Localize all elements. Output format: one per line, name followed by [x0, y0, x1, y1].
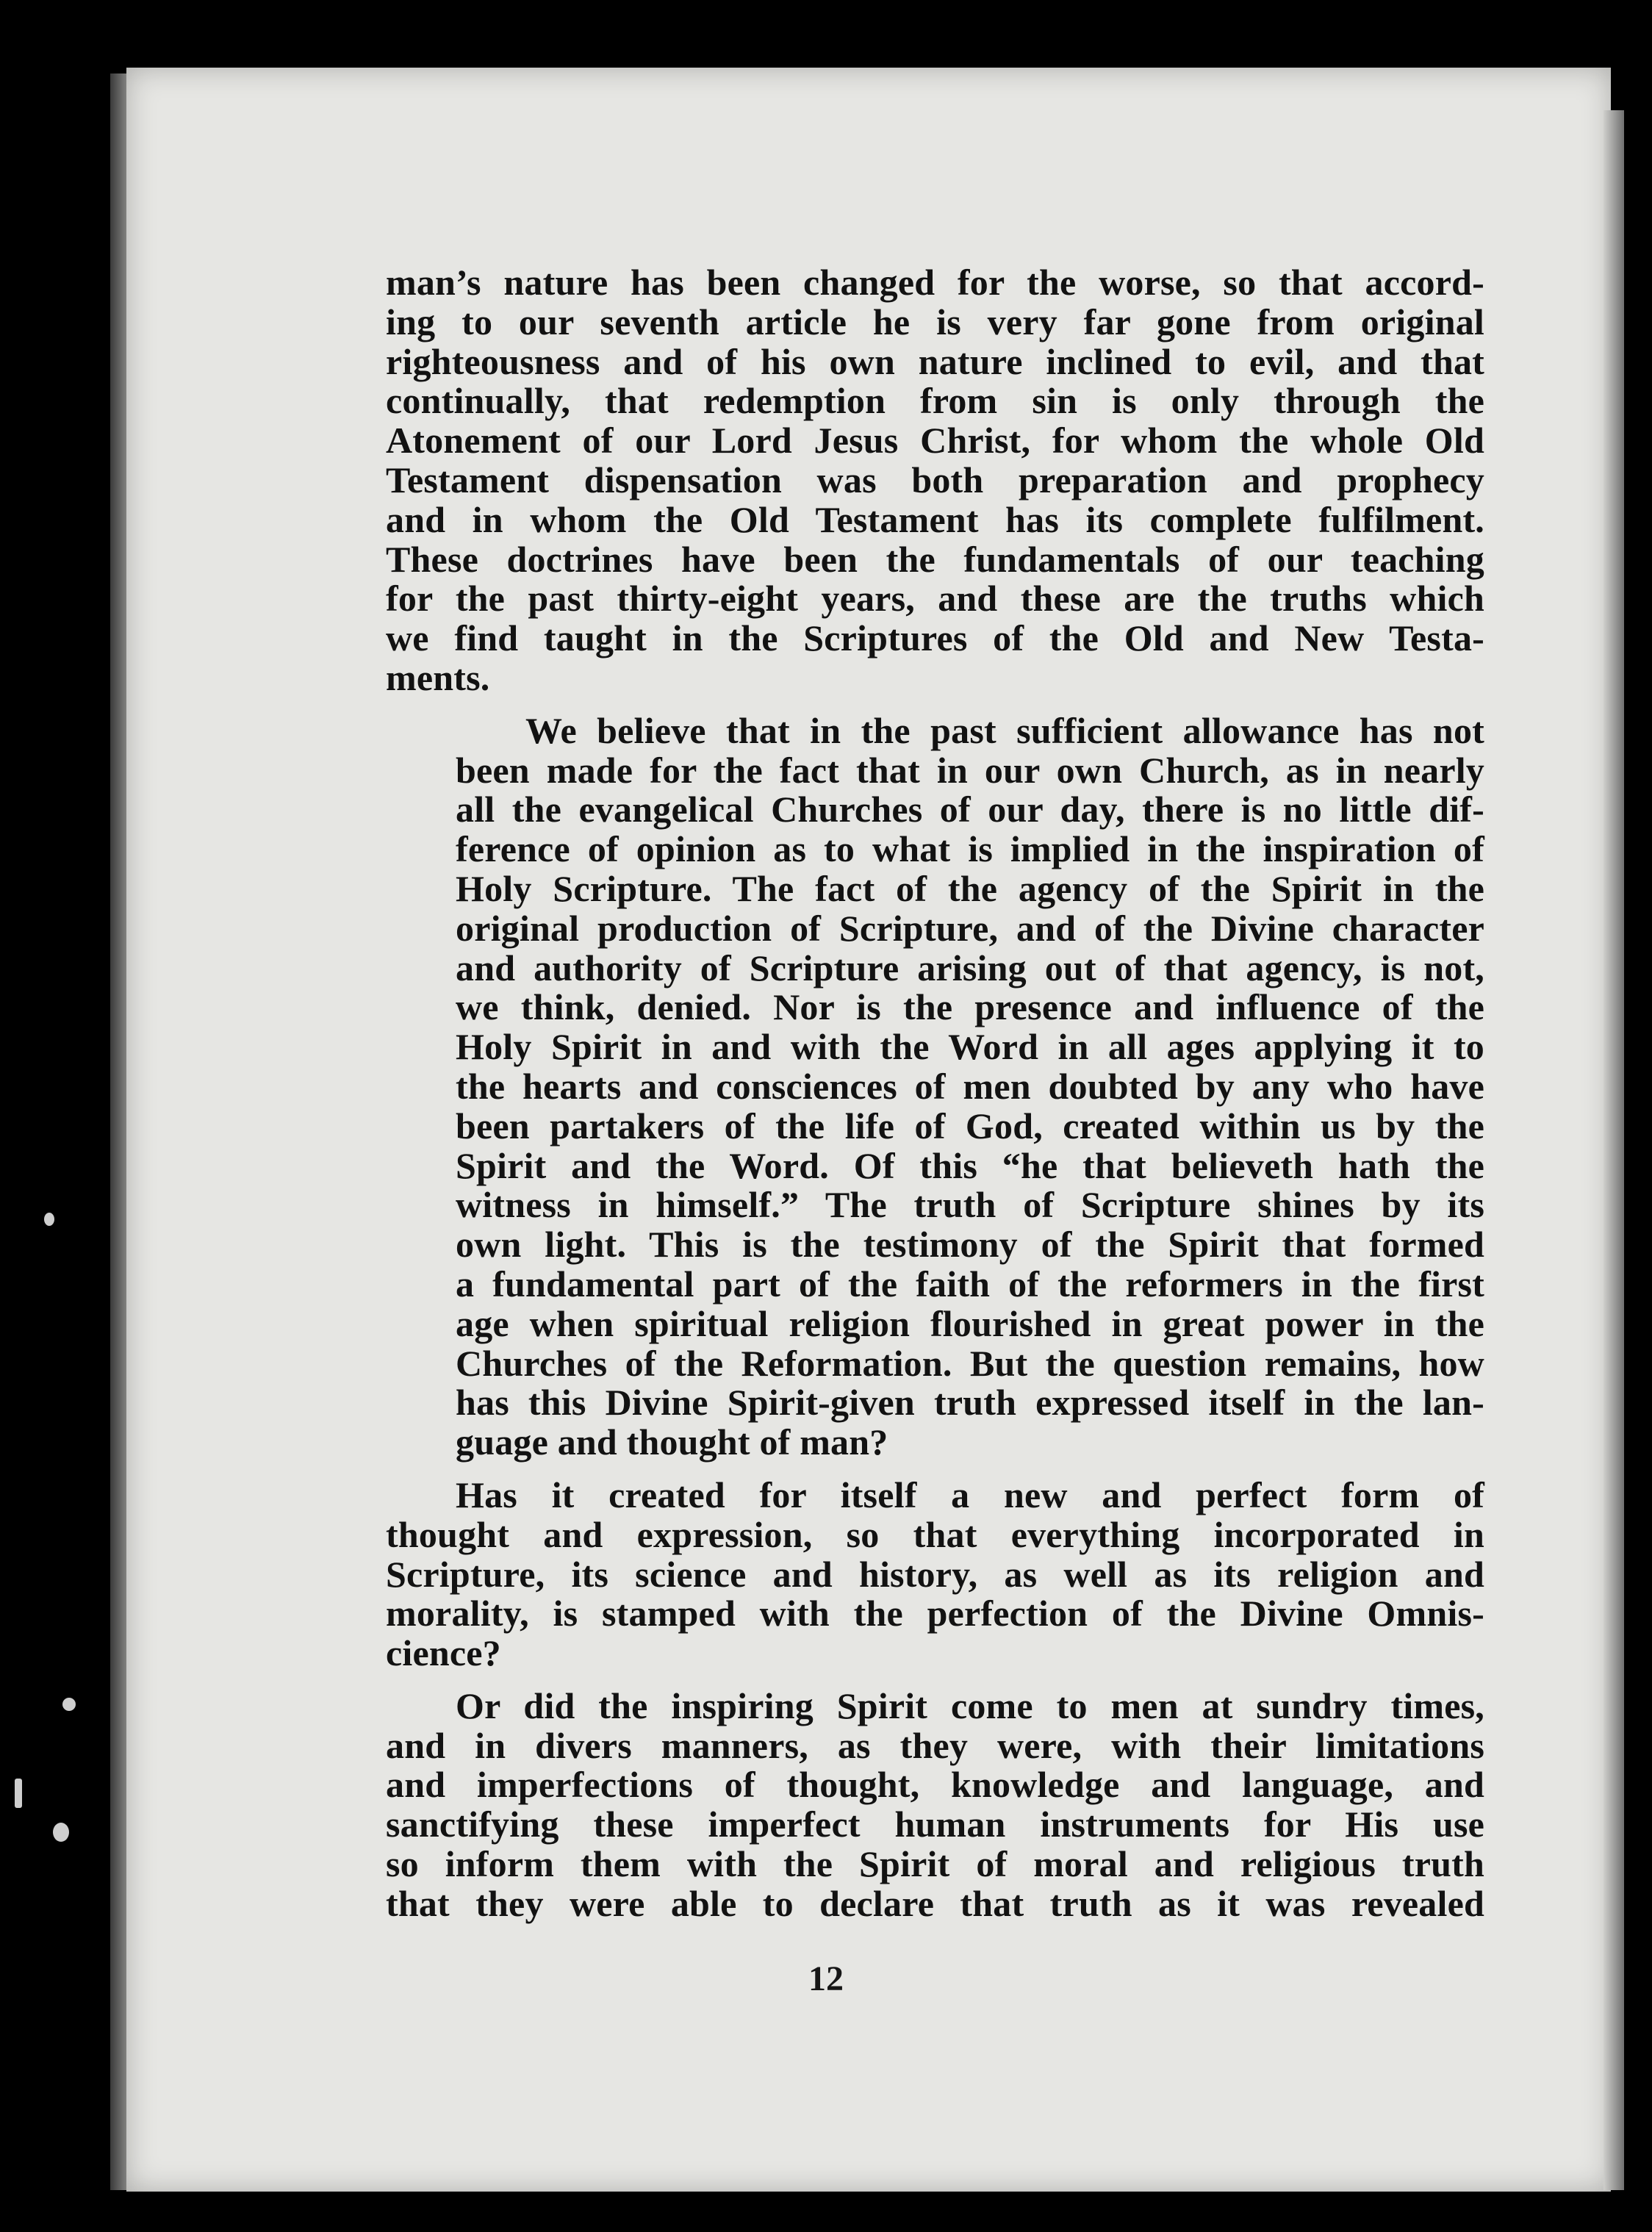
scan-speck — [62, 1698, 76, 1711]
scan-speck — [15, 1779, 22, 1808]
text-line: and in divers manners, as they were, with their limitations — [386, 1724, 1484, 1766]
text-line: we think, denied. Nor is the presence and influence of the — [456, 986, 1484, 1028]
text-line: and imperfections of thought, knowledge and language, and — [386, 1764, 1484, 1806]
text-line: Spirit and the Word. Of this “he that believeth hath the — [456, 1144, 1484, 1186]
text-line: morality, is stamped with the perfection of the Divine Omnis- — [386, 1593, 1484, 1634]
scan-speck — [44, 1213, 54, 1226]
text-line: we find taught in the Scriptures of the Old and New Testa- — [386, 617, 1484, 659]
text-line: Atonement of our Lord Jesus Christ, for whom the whole Old — [386, 420, 1484, 462]
text-line: ing to our seventh article he is very far gone from original — [386, 301, 1484, 342]
text-line: the hearts and consciences of men doubted by any who have — [456, 1065, 1484, 1107]
text-line: cience? — [386, 1632, 501, 1674]
text-line: Holy Scripture. The fact of the agency of the Spirit in the — [456, 867, 1484, 909]
text-line: for the past thirty-eight years, and these are the truths which — [386, 578, 1484, 620]
page-number: 12 — [808, 1959, 844, 1998]
text-line: Testament dispensation was both preparation and prophecy — [386, 459, 1484, 500]
text-line: been made for the fact that in our own Church, as in nearly — [456, 749, 1484, 791]
text-line: We believe that in the past sufficient allowance has not — [525, 709, 1484, 751]
body-text — [386, 263, 1484, 1924]
text-line: that they were able to declare that truth as it was revealed — [386, 1882, 1484, 1924]
text-line: Or did the inspiring Spirit come to men at sundry times, — [456, 1684, 1484, 1726]
text-line: Has it created for itself a new and perfect form of — [456, 1474, 1484, 1515]
paragraph-3 — [386, 1476, 1484, 1673]
text-line: has this Divine Spirit-given truth expressed itself in the lan- — [456, 1382, 1484, 1424]
text-line: own light. This is the testimony of the Spirit that formed — [456, 1224, 1484, 1266]
text-line: These doctrines have been the fundamentals of our teaching — [386, 538, 1484, 580]
text-line: ments. — [386, 656, 490, 698]
text-line: Scripture, its science and history, as well as its religion and — [386, 1553, 1484, 1595]
text-line: so inform them with the Spirit of moral and religious truth — [386, 1843, 1484, 1885]
text-line: original production of Scripture, and of the Divine character — [456, 907, 1484, 949]
scan-speck — [53, 1823, 69, 1842]
text-line: witness in himself.” The truth of Scripture shines by its — [456, 1184, 1484, 1226]
text-line: Holy Spirit in and with the Word in all ages applying it to — [456, 1026, 1484, 1068]
text-line: been partakers of the life of God, created within us by the — [456, 1105, 1484, 1146]
text-line: all the evangelical Churches of our day, there is no little dif- — [456, 789, 1484, 830]
text-line: ference of opinion as to what is implied in the inspiration of — [456, 828, 1484, 870]
text-line: and in whom the Old Testament has its complete fulfilment. — [386, 498, 1484, 540]
book-edge-right — [1603, 110, 1624, 2190]
text-line: guage and thought of man? — [456, 1421, 888, 1463]
text-line: righteousness and of his own nature inclined to evil, and that — [386, 340, 1484, 382]
text-line: thought and expression, so that everything incorporated in — [386, 1513, 1484, 1555]
text-line: Churches of the Reformation. But the question remains, how — [456, 1342, 1484, 1384]
text-line: a fundamental part of the faith of the reformers in the first — [456, 1263, 1484, 1305]
text-line: continually, that redemption from sin is only through the — [386, 380, 1484, 422]
text-line: age when spiritual religion flourished in great power in the — [456, 1302, 1484, 1344]
paragraph-4 — [386, 1684, 1484, 1924]
text-line: man’s nature has been changed for the worse, so that accord- — [386, 262, 1484, 303]
paragraph-1 — [386, 263, 1484, 698]
text-line: and authority of Scripture arising out of that agency, is not, — [456, 947, 1484, 988]
text-line: sanctifying these imperfect human instruments for His use — [386, 1804, 1484, 1845]
paragraph-2 — [386, 711, 1484, 1463]
